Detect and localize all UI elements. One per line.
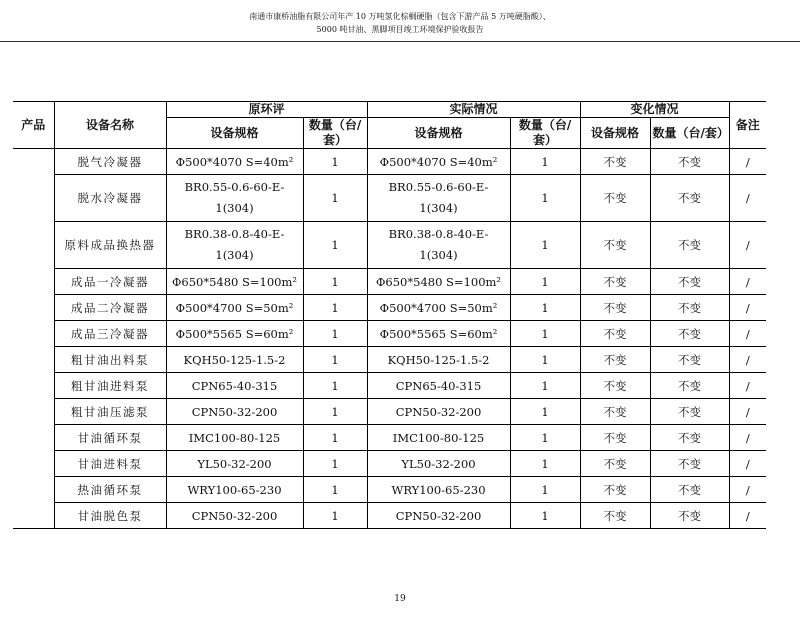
note-cell: / <box>729 451 766 477</box>
equipment-table <box>13 101 766 529</box>
header-equipment-name: 设备名称 <box>54 102 166 149</box>
change-spec-cell: 不变 <box>580 425 650 451</box>
change-qty-cell: 不变 <box>650 451 729 477</box>
note-cell: / <box>729 295 766 321</box>
header-product: 产品 <box>13 102 54 149</box>
table-row <box>13 503 766 529</box>
change-qty-cell: 不变 <box>650 373 729 399</box>
change-qty-cell: 不变 <box>650 149 729 175</box>
eia-spec-cell: KQH50-125-1.5-2 <box>166 347 303 373</box>
equipment-name-cell: 甘油脱色泵 <box>54 503 166 529</box>
eia-qty-cell: 1 <box>303 503 367 529</box>
header-actual-group: 实际情况 <box>367 102 580 118</box>
table-row <box>13 222 766 269</box>
equipment-name-cell: 脱气冷凝器 <box>54 149 166 175</box>
eia-qty-cell: 1 <box>303 175 367 222</box>
header-rule <box>0 41 800 42</box>
product-cell <box>13 149 54 529</box>
change-spec-cell: 不变 <box>580 503 650 529</box>
equipment-name-cell: 粗甘油出料泵 <box>54 347 166 373</box>
equipment-name-cell: 粗甘油压滤泵 <box>54 399 166 425</box>
eia-spec-cell: WRY100-65-230 <box>166 477 303 503</box>
actual-spec-cell: KQH50-125-1.5-2 <box>367 347 510 373</box>
eia-qty-cell: 1 <box>303 451 367 477</box>
actual-spec-cell: Φ500*5565 S=60m² <box>367 321 510 347</box>
change-spec-cell: 不变 <box>580 373 650 399</box>
equipment-name-cell: 成品三冷凝器 <box>54 321 166 347</box>
eia-spec-cell: Φ650*5480 S=100m² <box>166 269 303 295</box>
eia-spec-cell: CPN50-32-200 <box>166 503 303 529</box>
change-spec-cell: 不变 <box>580 175 650 222</box>
table-row <box>13 373 766 399</box>
change-spec-cell: 不变 <box>580 295 650 321</box>
table-row <box>13 175 766 222</box>
header-actual-spec: 设备规格 <box>367 118 510 149</box>
actual-qty-cell: 1 <box>510 425 580 451</box>
actual-qty-cell: 1 <box>510 149 580 175</box>
table-row <box>13 399 766 425</box>
actual-qty-cell: 1 <box>510 451 580 477</box>
change-spec-cell: 不变 <box>580 149 650 175</box>
change-spec-cell: 不变 <box>580 399 650 425</box>
eia-qty-cell: 1 <box>303 269 367 295</box>
actual-qty-cell: 1 <box>510 347 580 373</box>
header-line-1: 南通市康桥油脂有限公司年产 10 万吨氢化棕榈硬脂（包含下游产品 5 万吨硬脂酸）、 <box>249 12 551 21</box>
change-qty-cell: 不变 <box>650 347 729 373</box>
eia-spec-cell: Φ500*4700 S=50m² <box>166 295 303 321</box>
actual-qty-cell: 1 <box>510 269 580 295</box>
actual-spec-cell: WRY100-65-230 <box>367 477 510 503</box>
table-row <box>13 347 766 373</box>
eia-qty-cell: 1 <box>303 149 367 175</box>
change-qty-cell: 不变 <box>650 503 729 529</box>
equipment-name-cell: 原料成品换热器 <box>54 222 166 269</box>
eia-qty-cell: 1 <box>303 477 367 503</box>
actual-spec-cell: Φ500*4700 S=50m² <box>367 295 510 321</box>
eia-qty-cell: 1 <box>303 373 367 399</box>
actual-qty-cell: 1 <box>510 477 580 503</box>
change-qty-cell: 不变 <box>650 321 729 347</box>
header-eia-spec: 设备规格 <box>166 118 303 149</box>
actual-spec-cell: YL50-32-200 <box>367 451 510 477</box>
change-qty-cell: 不变 <box>650 222 729 269</box>
eia-spec-cell: Φ500*4070 S=40m² <box>166 149 303 175</box>
note-cell: / <box>729 269 766 295</box>
header-change-spec: 设备规格 <box>580 118 650 149</box>
change-spec-cell: 不变 <box>580 321 650 347</box>
actual-qty-cell: 1 <box>510 503 580 529</box>
note-cell: / <box>729 425 766 451</box>
table-row <box>13 269 766 295</box>
page-header <box>0 10 800 36</box>
equipment-name-cell: 成品二冷凝器 <box>54 295 166 321</box>
table-body <box>13 149 766 529</box>
eia-spec-cell: YL50-32-200 <box>166 451 303 477</box>
change-qty-cell: 不变 <box>650 269 729 295</box>
actual-qty-cell: 1 <box>510 175 580 222</box>
table-row <box>13 295 766 321</box>
eia-qty-cell: 1 <box>303 222 367 269</box>
change-qty-cell: 不变 <box>650 175 729 222</box>
actual-qty-cell: 1 <box>510 373 580 399</box>
header-note: 备注 <box>729 102 766 149</box>
eia-qty-cell: 1 <box>303 321 367 347</box>
actual-qty-cell: 1 <box>510 295 580 321</box>
change-spec-cell: 不变 <box>580 477 650 503</box>
equipment-name-cell: 甘油进料泵 <box>54 451 166 477</box>
table-row <box>13 425 766 451</box>
eia-spec-cell: Φ500*5565 S=60m² <box>166 321 303 347</box>
eia-spec-cell: CPN65-40-315 <box>166 373 303 399</box>
change-qty-cell: 不变 <box>650 399 729 425</box>
table-row <box>13 477 766 503</box>
note-cell: / <box>729 373 766 399</box>
actual-spec-cell: Φ500*4070 S=40m² <box>367 149 510 175</box>
eia-qty-cell: 1 <box>303 347 367 373</box>
change-spec-cell: 不变 <box>580 222 650 269</box>
eia-spec-cell: IMC100-80-125 <box>166 425 303 451</box>
note-cell: / <box>729 503 766 529</box>
equipment-name-cell: 成品一冷凝器 <box>54 269 166 295</box>
equipment-name-cell: 脱水冷凝器 <box>54 175 166 222</box>
eia-spec-cell: BR0.38-0.8-40-E-1(304) <box>166 222 303 269</box>
equipment-name-cell: 粗甘油进料泵 <box>54 373 166 399</box>
table-row <box>13 321 766 347</box>
eia-qty-cell: 1 <box>303 425 367 451</box>
actual-spec-cell: Φ650*5480 S=100m² <box>367 269 510 295</box>
header-actual-qty: 数量（台/套） <box>510 118 580 149</box>
page-number: 19 <box>394 594 406 604</box>
change-spec-cell: 不变 <box>580 269 650 295</box>
eia-qty-cell: 1 <box>303 399 367 425</box>
equipment-name-cell: 热油循环泵 <box>54 477 166 503</box>
change-spec-cell: 不变 <box>580 451 650 477</box>
note-cell: / <box>729 175 766 222</box>
change-qty-cell: 不变 <box>650 477 729 503</box>
actual-spec-cell: CPN65-40-315 <box>367 373 510 399</box>
actual-spec-cell: CPN50-32-200 <box>367 503 510 529</box>
note-cell: / <box>729 399 766 425</box>
header-eia-group: 原环评 <box>166 102 367 118</box>
header-eia-qty: 数量（台/套） <box>303 118 367 149</box>
actual-spec-cell: BR0.38-0.8-40-E-1(304) <box>367 222 510 269</box>
note-cell: / <box>729 347 766 373</box>
actual-spec-cell: CPN50-32-200 <box>367 399 510 425</box>
actual-spec-cell: BR0.55-0.6-60-E-1(304) <box>367 175 510 222</box>
change-qty-cell: 不变 <box>650 295 729 321</box>
actual-qty-cell: 1 <box>510 222 580 269</box>
actual-qty-cell: 1 <box>510 321 580 347</box>
actual-spec-cell: IMC100-80-125 <box>367 425 510 451</box>
change-qty-cell: 不变 <box>650 425 729 451</box>
note-cell: / <box>729 149 766 175</box>
table-row <box>13 149 766 175</box>
table-row <box>13 451 766 477</box>
note-cell: / <box>729 321 766 347</box>
change-spec-cell: 不变 <box>580 347 650 373</box>
header-change-group: 变化情况 <box>580 102 729 118</box>
actual-qty-cell: 1 <box>510 399 580 425</box>
header-change-qty: 数量（台/套） <box>650 118 729 149</box>
header-line-2: 5000 吨甘油、黑脚项目竣工环境保护验收报告 <box>316 25 484 34</box>
eia-qty-cell: 1 <box>303 295 367 321</box>
eia-spec-cell: BR0.55-0.6-60-E-1(304) <box>166 175 303 222</box>
eia-spec-cell: CPN50-32-200 <box>166 399 303 425</box>
note-cell: / <box>729 222 766 269</box>
equipment-name-cell: 甘油循环泵 <box>54 425 166 451</box>
note-cell: / <box>729 477 766 503</box>
